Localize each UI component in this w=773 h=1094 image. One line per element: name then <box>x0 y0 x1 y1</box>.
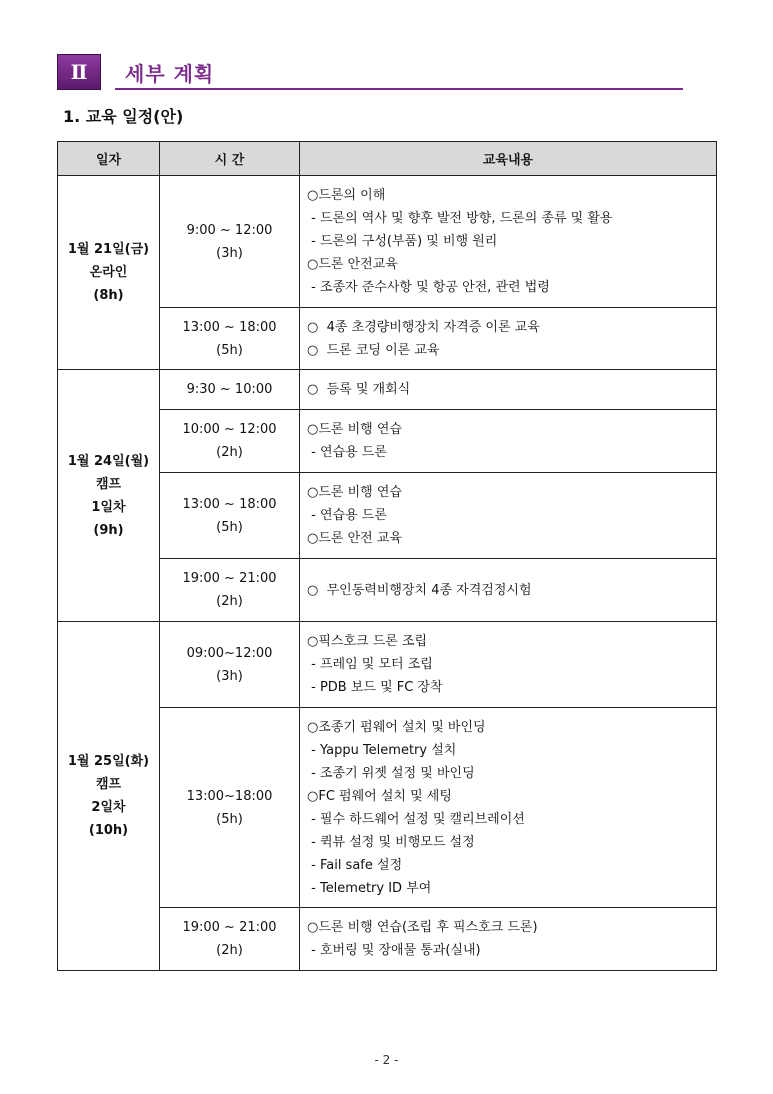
time-cell <box>160 559 300 622</box>
time-line: 13:00 ~ 18:00 <box>182 496 277 512</box>
time-cell <box>160 308 300 370</box>
section-number-badge: Ⅱ <box>57 54 101 90</box>
content-line: - 필수 하드웨어 설정 및 캘리브레이션 <box>307 811 525 827</box>
content-line: ○ 드론 코딩 이론 교육 <box>307 342 440 358</box>
content-line: - 퀵뷰 설정 및 비행모드 설정 <box>307 834 475 850</box>
date-line: (8h) <box>93 288 124 303</box>
time-cell <box>160 908 300 971</box>
date-cell <box>58 176 160 370</box>
content-line: ○드론 안전 교육 <box>307 531 402 546</box>
content-line: ○드론의 이해 <box>307 188 386 203</box>
content-cell <box>300 559 717 622</box>
time-cell <box>160 370 300 410</box>
date-cell <box>58 622 160 971</box>
content-line: - 프레임 및 모터 조립 <box>307 657 433 672</box>
page-number: - 2 - <box>374 1053 399 1067</box>
date-cell <box>58 370 160 622</box>
time-line: 09:00~12:00 <box>186 645 273 661</box>
content-cell <box>300 473 717 559</box>
section-underline <box>115 88 683 90</box>
content-line: - 드론의 역사 및 향후 발전 방향, 드론의 종류 및 활용 <box>307 211 613 226</box>
content-line: - 호버링 및 장애물 통과(실내) <box>307 943 481 958</box>
date-line: 캠프 <box>95 476 122 492</box>
section-header <box>57 54 683 90</box>
time-cell <box>160 473 300 559</box>
content-cell <box>300 708 717 908</box>
time-line: 10:00 ~ 12:00 <box>182 422 277 437</box>
date-line: 온라인 <box>89 265 128 280</box>
content-line: - 연습용 드론 <box>307 445 387 460</box>
time-line: (2h) <box>216 943 243 958</box>
content-line: ○ 4종 초경량비행장치 자격증 이론 교육 <box>307 319 540 335</box>
header-date: 일자 <box>58 142 160 176</box>
content-line: ○ 등록 및 개회식 <box>307 382 411 397</box>
content-line: - 조종자 준수사항 및 항공 안전, 관련 법령 <box>307 280 550 295</box>
content-line: - 조종기 위젯 설정 및 바인딩 <box>307 765 475 781</box>
content-cell <box>300 622 717 708</box>
time-cell <box>160 410 300 473</box>
time-cell <box>160 708 300 908</box>
content-line: ○드론 비행 연습 <box>307 422 402 437</box>
time-cell <box>160 176 300 308</box>
content-line: - Fail safe 설정 <box>307 857 403 873</box>
section-title: 세부 계획 <box>125 62 215 86</box>
content-line: - 드론의 구성(부품) 및 비행 원리 <box>307 234 498 249</box>
content-line: - PDB 보드 및 FC 장착 <box>307 680 443 695</box>
time-cell <box>160 622 300 708</box>
date-line: (10h) <box>88 823 129 838</box>
date-line: 1월 25일(화) <box>67 754 150 769</box>
content-line: - Yappu Telemetry 설치 <box>307 742 457 758</box>
content-line: ○드론 안전교육 <box>307 257 398 272</box>
time-line: (3h) <box>216 245 243 261</box>
schedule-table <box>57 141 717 971</box>
time-line: 19:00 ~ 21:00 <box>182 571 277 586</box>
content-line: ○조종기 펌웨어 설치 및 바인딩 <box>307 719 486 735</box>
table-row <box>58 370 717 410</box>
table-row <box>58 176 717 308</box>
content-line: ○FC 펌웨어 설치 및 세팅 <box>307 788 452 804</box>
content-line: - Telemetry ID 부여 <box>307 880 432 896</box>
content-line: ○픽스호크 드론 조립 <box>307 634 428 649</box>
content-line: ○ 무인동력비행장치 4종 자격검정시험 <box>307 582 532 598</box>
table-header-row <box>58 142 717 176</box>
content-line: ○드론 비행 연습(조립 후 픽스호크 드론) <box>307 920 538 935</box>
table-row <box>58 622 717 708</box>
date-line: 2일차 <box>91 800 126 815</box>
time-line: (2h) <box>216 445 243 460</box>
date-line: 캠프 <box>95 777 122 792</box>
content-line: - 연습용 드론 <box>307 508 387 523</box>
time-line: (2h) <box>216 594 243 609</box>
header-time: 시 간 <box>160 142 300 176</box>
date-line: 1일차 <box>91 499 126 515</box>
header-content: 교육내용 <box>300 142 717 176</box>
time-line: (5h) <box>216 811 243 827</box>
subsection-title: 1. 교육 일정(안) <box>63 107 184 126</box>
content-cell <box>300 908 717 971</box>
content-cell <box>300 410 717 473</box>
time-line: (5h) <box>216 519 243 535</box>
content-cell <box>300 370 717 410</box>
time-line: 13:00~18:00 <box>186 788 273 804</box>
time-line: 19:00 ~ 21:00 <box>182 920 277 935</box>
content-cell <box>300 176 717 308</box>
date-line: 1월 21일(금) <box>67 242 150 257</box>
time-line: 9:00 ~ 12:00 <box>186 222 273 238</box>
content-line: ○드론 비행 연습 <box>307 485 402 500</box>
time-line: (5h) <box>216 342 243 358</box>
time-line: 13:00 ~ 18:00 <box>182 319 277 335</box>
date-line: 1월 24일(월) <box>67 453 150 469</box>
content-cell <box>300 308 717 370</box>
date-line: (9h) <box>93 522 124 538</box>
time-line: (3h) <box>216 668 243 684</box>
time-line: 9:30 ~ 10:00 <box>186 382 273 397</box>
